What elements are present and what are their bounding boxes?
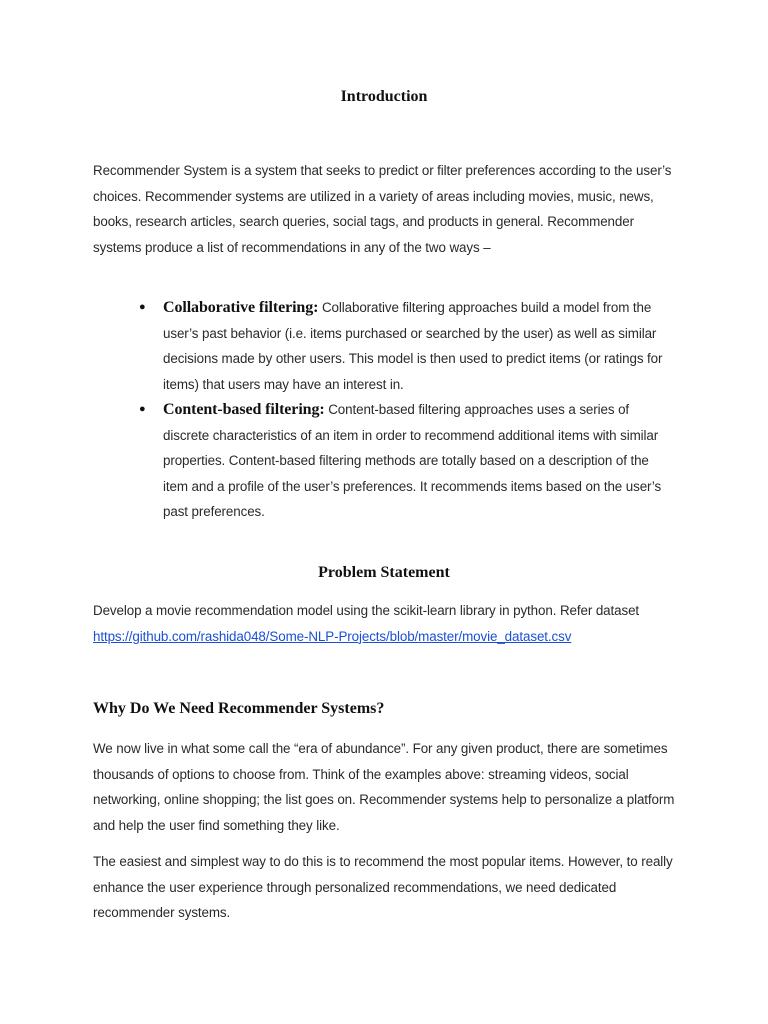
methods-list	[137, 295, 677, 525]
bullet-icon: ●	[139, 301, 146, 313]
introduction-title: Introduction	[340, 88, 428, 105]
collaborative-description: Collaborative filtering approaches build a model from the user’s past behavior (i.e. items purchased or searched by the user) as well as similar decisions made by other users. This model is then used to predict items (or ratings for items) that users may have an interest in.	[163, 300, 663, 392]
list-item-collaborative	[137, 295, 677, 397]
content-based-description: Content-based filtering approaches uses a series of discrete characteristics of an item in order to recommend additional items with similar properties. Content-based filtering methods are totally based on a description of the item and a profile of the user’s preferences. It recommends items based on the user’s past preferences.	[163, 402, 662, 519]
introduction-paragraph: Recommender System is a system that seeks to predict or filter preferences according to the user’s choices. Recommender systems are utilized in a variety of areas including movies, music, news, books, research articles, search queries, social tags, and products in general. Recommender systems produce a list of recommendations in any of the two ways –	[93, 163, 672, 255]
why-title: Why Do We Need Recommender Systems?	[93, 700, 385, 717]
list-item-content-based	[137, 397, 677, 525]
why-paragraph-2: The easiest and simplest way to do this is to recommend the most popular items. However, to really enhance the user experience through personalized recommendations, we need dedicated recommender systems.	[93, 854, 673, 920]
problem-statement-title: Problem Statement	[318, 564, 450, 581]
collaborative-term: Collaborative filtering:	[163, 299, 319, 316]
content-based-term: Content-based filtering:	[163, 401, 325, 418]
problem-statement-text: Develop a movie recommendation model using the scikit-learn library in python. Refer dataset	[93, 603, 640, 618]
why-paragraph-1: We now live in what some call the “era of abundance”. For any given product, there are sometimes thousands of options to choose from. Think of the examples above: streaming videos, social networking, online shopping; the list goes on. Recommender systems help to personalize a platform and help the user find something they like.	[93, 741, 675, 833]
dataset-link[interactable]: https://github.com/rashida048/Some-NLP-Projects/blob/master/movie_dataset.csv	[93, 628, 572, 644]
bullet-icon: ●	[139, 403, 146, 415]
problem-statement-paragraph	[93, 598, 683, 649]
